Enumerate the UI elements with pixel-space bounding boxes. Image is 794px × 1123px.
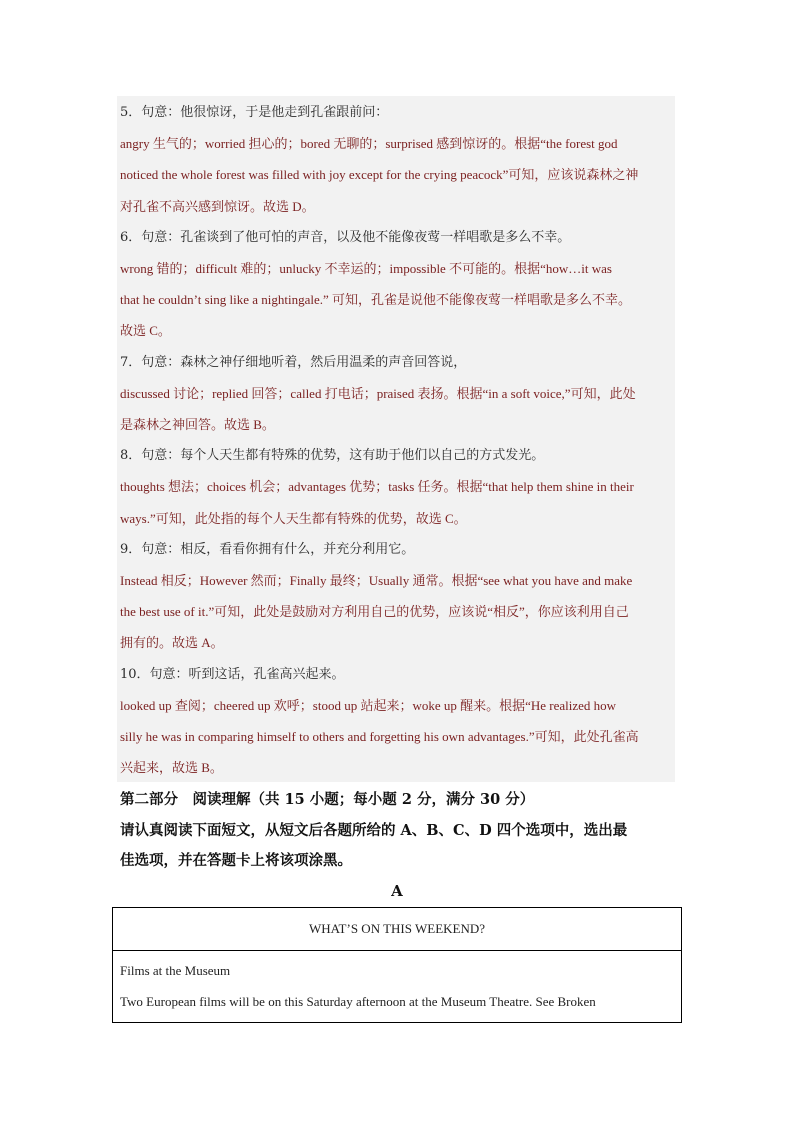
explanation-line: that he couldn’t sing like a nightingale.” 可知，孔雀是说他不能像夜莺一样唱歌是多么不幸。 bbox=[120, 292, 632, 308]
question-translation: 9．句意：相反，看看你拥有什么，并充分利用它。 bbox=[120, 541, 415, 557]
notice-item-text: Two European films will be on this Saturday afternoon at the Museum Theatre. See Broken bbox=[120, 994, 596, 1009]
notice-box bbox=[112, 907, 682, 1023]
explanation-line: 拥有的。故选 A。 bbox=[120, 635, 224, 651]
question-translation: 5．句意：他很惊讶，于是他走到孔雀跟前问： bbox=[120, 105, 389, 120]
explanation-line: thoughts 想法；choices 机会；advantages 优势；tasks 任务。根据“that help them shine in their bbox=[120, 479, 634, 495]
explanation-line: 兴起来，故选 B。 bbox=[120, 760, 223, 776]
section-instruction-line-1: 请认真阅读下面短文，从短文后各题所给的 A、B、C、D 四个选项中，选出最 bbox=[120, 822, 628, 839]
explanation-line: angry 生气的；worried 担心的；bored 无聊的；surprised 感到惊讶的。根据“the forest god bbox=[120, 136, 618, 152]
section-instruction-line-2: 佳选项，并在答题卡上将该项涂黑。 bbox=[120, 852, 352, 869]
notice-header: WHAT’S ON THIS WEEKEND? bbox=[113, 908, 681, 951]
notice-item-title: Films at the Museum bbox=[120, 963, 231, 978]
explanation-line: wrong 错的；difficult 难的；unlucky 不幸运的；impossible 不可能的。根据“how…it was bbox=[120, 261, 612, 276]
explanation-line: looked up 查阅；cheered up 欢呼；stood up 站起来；woke up 醒来。根据“He realized how bbox=[120, 697, 617, 713]
question-translation: 8．句意：每个人天生都有特殊的优势，这有助于他们以自己的方式发光。 bbox=[120, 448, 545, 464]
explanation-line: noticed the whole forest was filled with joy except for the crying peacock”可知，应该说森林之神 bbox=[120, 167, 639, 183]
question-translation: 10．句意：听到这话，孔雀高兴起来。 bbox=[120, 666, 345, 682]
explanation-line: 故选 C。 bbox=[120, 323, 171, 339]
explanation-line: 是森林之神回答。故选 B。 bbox=[120, 417, 275, 432]
explanation-line: ways.”可知，此处指的每个人天生都有特殊的优势，故选 C。 bbox=[120, 510, 467, 526]
explanation-line: silly he was in comparing himself to others and forgetting his own advantages.”可知，此处孔雀高 bbox=[120, 729, 639, 744]
explanation-line: discussed 讨论；replied 回答；called 打电话；praised 表扬。根据“in a soft voice,”可知，此处 bbox=[120, 385, 636, 401]
explanation-line: the best use of it.”可知，此处是鼓励对方利用自己的优势，应该说“相反”，你应该利用自己 bbox=[120, 604, 629, 620]
question-translation: 6．句意：孔雀谈到了他可怕的声音，以及他不能像夜莺一样唱歌是多么不幸。 bbox=[120, 229, 571, 245]
passage-label: A bbox=[391, 882, 403, 900]
question-translation: 7．句意：森林之神仔细地听着，然后用温柔的声音回答说， bbox=[120, 354, 467, 370]
explanation-line: 对孔雀不高兴感到惊讶。故选 D。 bbox=[120, 198, 315, 214]
explanation-line: Instead 相反；However 然而；Finally 最终；Usually 通常。根据“see what you have and make bbox=[120, 573, 633, 588]
section-title: 第二部分 阅读理解（共 15 小题；每小题 2 分，满分 30 分） bbox=[120, 791, 535, 808]
